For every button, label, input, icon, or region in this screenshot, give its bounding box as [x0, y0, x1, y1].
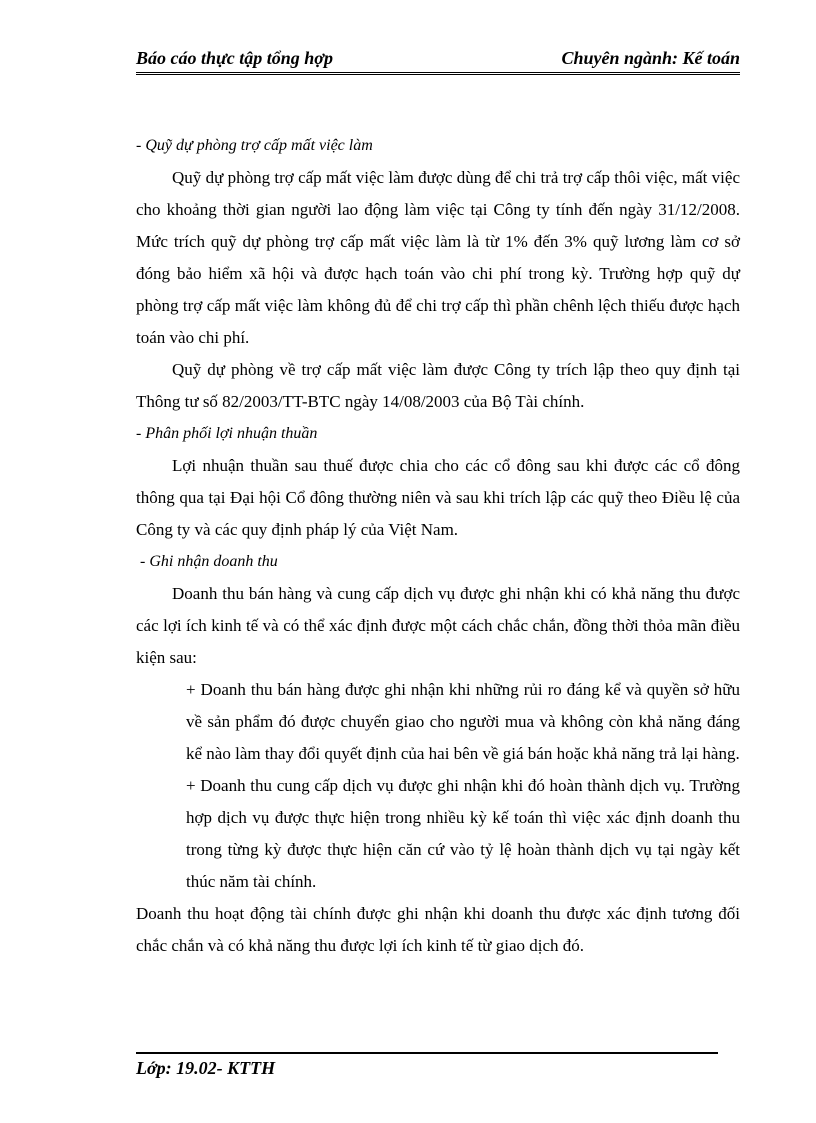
- major-label: Chuyên ngành: Kế toán: [561, 48, 740, 68]
- section-heading-revenue-recognition: - Ghi nhận doanh thu: [140, 553, 278, 570]
- document-body: [136, 130, 740, 962]
- footer-divider: [136, 1052, 718, 1054]
- section-heading-profit-distribution: - Phân phối lợi nhuận thuần: [136, 425, 318, 442]
- bullet-sales-revenue: + Doanh thu bán hàng được ghi nhận khi những rủi ro đáng kể và quyền sở hữu về sản phẩm đó được chuyển giao cho người mua và không còn khả năng đáng kể nào làm thay đổi quyết định của hai bên về giá bán hoặc khả năng trả lại hàng.: [186, 680, 740, 763]
- page-header: [136, 44, 740, 75]
- paragraph-severance-fund-2: Quỹ dự phòng về trợ cấp mất việc làm được Công ty trích lập theo quy định tại Thông tư số 82/2003/TT-BTC ngày 14/08/2003 của Bộ Tài chính.: [136, 360, 740, 411]
- paragraph-revenue-recognition: Doanh thu bán hàng và cung cấp dịch vụ được ghi nhận khi có khả năng thu được các lợi ích kinh tế và có thể xác định được một cách chắc chắn, đồng thời thỏa mãn điều kiện sau:: [136, 584, 740, 667]
- paragraph-financial-revenue: Doanh thu hoạt động tài chính được ghi nhận khi doanh thu được xác định tương đối chắc chắn và có khả năng thu được lợi ích kinh tế từ giao dịch đó.: [136, 904, 740, 955]
- report-title: Báo cáo thực tập tổng hợp: [136, 48, 333, 68]
- paragraph-severance-fund-1: Quỹ dự phòng trợ cấp mất việc làm được dùng để chi trả trợ cấp thôi việc, mất việc cho khoảng thời gian người lao động làm việc tại Công ty tính đến ngày 31/12/2008. Mức trích quỹ dự phòng trợ cấp mất việc làm là từ 1% đến 3% quỹ lương làm cơ sở đóng bảo hiểm xã hội và được hạch toán vào chi phí trong kỳ. Trường hợp quỹ dự phòng trợ cấp mất việc làm không đủ để chi trợ cấp thì phần chênh lệch thiếu được hạch toán vào chi phí.: [136, 168, 740, 347]
- class-label: Lớp: 19.02- KTTH: [136, 1058, 276, 1078]
- section-heading-severance-fund: - Quỹ dự phòng trợ cấp mất việc làm: [136, 137, 373, 154]
- paragraph-profit-distribution: Lợi nhuận thuần sau thuế được chia cho các cổ đông sau khi được các cổ đông thông qua tại Đại hội Cổ đông thường niên và sau khi trích lập các quỹ theo Điều lệ của Công ty và các quy định pháp lý của Việt Nam.: [136, 456, 740, 539]
- bullet-service-revenue: + Doanh thu cung cấp dịch vụ được ghi nhận khi đó hoàn thành dịch vụ. Trường hợp dịch vụ được thực hiện trong nhiều kỳ kế toán thì việc xác định doanh thu trong từng kỳ được thực hiện căn cứ vào tỷ lệ hoàn thành dịch vụ tại ngày kết thúc năm tài chính.: [186, 776, 740, 891]
